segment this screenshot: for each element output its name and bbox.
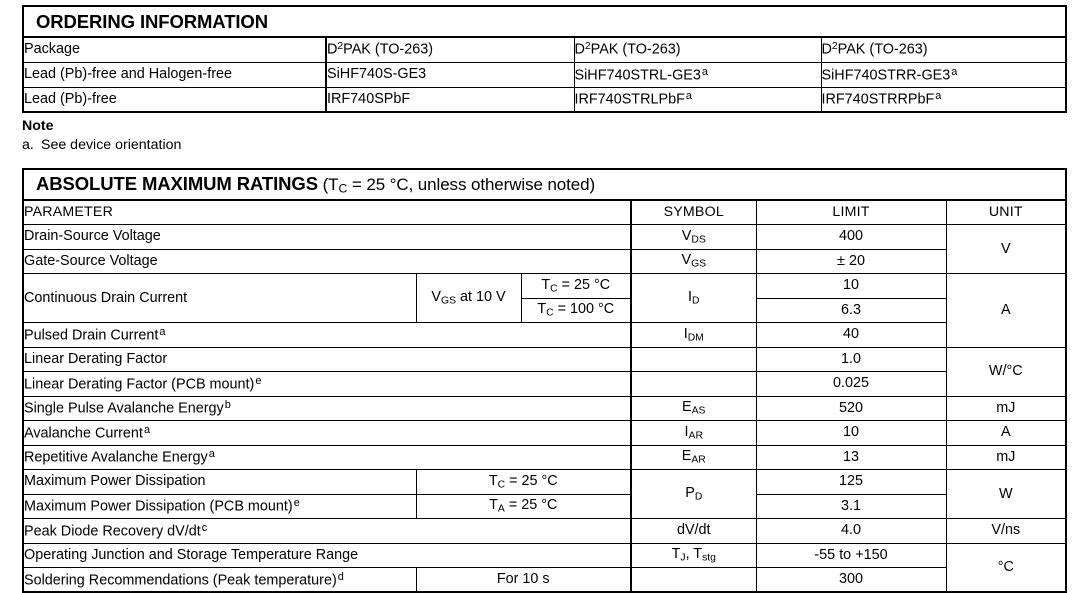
footnote-marker: a: [143, 423, 151, 436]
parameter-name: Continuous Drain Current: [23, 274, 416, 323]
table-row: [23, 87, 1066, 112]
parameter-limit: 520: [756, 396, 946, 421]
parameter-limit: 1.0: [756, 347, 946, 372]
table-row: [23, 543, 1066, 568]
ordering-information-header-row: [23, 6, 1066, 37]
parameter-name: Pulsed Drain Current$^a$: [23, 323, 631, 348]
ordering-row-value-1: SiHF740S-GE3: [326, 62, 574, 87]
footnote-marker: d: [337, 570, 344, 583]
table-row: [23, 347, 1066, 372]
column-header-limit: LIMIT: [756, 200, 946, 225]
absolute-maximum-ratings-table: [22, 168, 1067, 593]
ordering-row-value-2: $D^2PAK$ (TO-263): [574, 37, 821, 62]
parameter-unit: W: [946, 470, 1066, 519]
table-row: [23, 62, 1066, 87]
parameter-name: Maximum Power Dissipation: [23, 470, 416, 495]
parameter-unit: mJ: [946, 445, 1066, 470]
note-title: Note: [22, 118, 54, 134]
note-item: [22, 136, 181, 155]
parameter-limit: 3.1: [756, 494, 946, 519]
parameter-symbol: $P_D$: [631, 470, 756, 519]
parameter-name: Soldering Recommendations (Peak temperature)$^d$: [23, 568, 416, 593]
footnote-marker: a: [951, 65, 958, 78]
parameter-condition: $T_C = 25$ °C: [416, 470, 631, 495]
parameter-name: Single Pulse Avalanche Energy$^b$: [23, 396, 631, 421]
ordering-row-value-2: [574, 87, 821, 112]
parameter-sub-condition: $T_C = 100$ °C: [521, 298, 631, 323]
footnote-marker: e: [293, 497, 300, 510]
ordering-row-value-3: $D^2PAK$ (TO-263): [821, 37, 1066, 62]
table-row: [23, 519, 1066, 544]
parameter-unit: A: [946, 421, 1066, 446]
footnote-marker: a: [935, 90, 942, 103]
parameter-limit: ± 20: [756, 249, 946, 274]
footnote-marker: a: [208, 448, 215, 461]
parameter-limit: 6.3: [756, 298, 946, 323]
footnote-marker: a: [159, 325, 166, 338]
note-marker: a.: [22, 136, 34, 153]
ordering-part-number: IRF740STRRPbF: [821, 91, 935, 108]
footnote-marker: c: [201, 521, 208, 534]
parameter-symbol: $I_D$: [631, 274, 756, 323]
ratings-column-header-row: [23, 200, 1066, 225]
table-row: [23, 470, 1066, 495]
parameter-unit: V/ns: [946, 519, 1066, 544]
ordering-information-title: ORDERING INFORMATION: [23, 6, 1066, 37]
note-text: See device orientation: [41, 136, 182, 153]
ordering-row-value-3: [821, 62, 1066, 87]
parameter-limit: 10: [756, 421, 946, 446]
ordering-row-value-3: [821, 87, 1066, 112]
parameter-name: Linear Derating Factor (PCB mount)$^e$: [23, 372, 631, 397]
parameter-condition: $T_A = 25$ °C: [416, 494, 631, 519]
column-header-parameter: PARAMETER: [23, 200, 631, 225]
parameter-symbol: [631, 372, 756, 397]
parameter-name: Maximum Power Dissipation (PCB mount)$^e$: [23, 494, 416, 519]
ordering-information-table: [22, 5, 1067, 113]
parameter-symbol: $V_{DS}$: [631, 225, 756, 250]
parameter-symbol: $E_{AS}$: [631, 396, 756, 421]
parameter-unit: mJ: [946, 396, 1066, 421]
parameter-name: Peak Diode Recovery dV/dt$^c$: [23, 519, 631, 544]
parameter-unit: A: [946, 274, 1066, 348]
table-row: [23, 323, 1066, 348]
parameter-symbol: $I_{AR}$: [631, 421, 756, 446]
ordering-part-number: SiHF740STRR-GE3: [821, 66, 951, 83]
parameter-symbol: $V_{GS}$: [631, 249, 756, 274]
table-row: [23, 249, 1066, 274]
footnote-marker: a: [685, 90, 692, 103]
ratings-title-text: ABSOLUTE MAXIMUM RATINGS: [36, 173, 318, 195]
ordering-row-label: Package: [23, 37, 326, 62]
parameter-symbol: $T_J$, $T_{stg}$: [631, 543, 756, 568]
parameter-condition: $V_{GS}$ at 10 V: [416, 274, 521, 323]
parameter-unit: W/°C: [946, 347, 1066, 396]
footnote-marker: a: [701, 65, 708, 78]
parameter-condition: For 10 s: [416, 568, 631, 593]
parameter-name: Avalanche Current$^a$: [23, 421, 631, 446]
table-row: [23, 396, 1066, 421]
footnote-marker: b: [224, 399, 231, 412]
absolute-maximum-ratings-header-row: [23, 169, 1066, 200]
ordering-row-label: Lead (Pb)-free: [23, 87, 326, 112]
parameter-name: Repetitive Avalanche Energy$^a$: [23, 445, 631, 470]
ratings-title-condition: ($T_C = 25$ °C, unless otherwise noted): [322, 175, 596, 196]
ordering-part-number: SiHF740STRL-GE3: [574, 66, 701, 83]
ordering-part-number: IRF740STRLPbF: [574, 91, 685, 108]
table-row: [23, 274, 1066, 299]
ordering-row-label: Lead (Pb)-free and Halogen-free: [23, 62, 326, 87]
parameter-limit: 0.025: [756, 372, 946, 397]
parameter-sub-condition: $T_C = 25$ °C: [521, 274, 631, 299]
parameter-name: Gate-Source Voltage: [23, 249, 631, 274]
parameter-symbol: $E_{AR}$: [631, 445, 756, 470]
table-row: [23, 568, 1066, 593]
parameter-limit: 125: [756, 470, 946, 495]
note-block: [22, 117, 181, 154]
ordering-row-value-2: [574, 62, 821, 87]
parameter-limit: 10: [756, 274, 946, 299]
table-row: [23, 494, 1066, 519]
ordering-row-value-1: $D^2PAK$ (TO-263): [326, 37, 574, 62]
parameter-limit: 300: [756, 568, 946, 593]
footnote-marker: e: [255, 374, 262, 387]
parameter-name: Linear Derating Factor: [23, 347, 631, 372]
table-row: [23, 445, 1066, 470]
parameter-limit: 13: [756, 445, 946, 470]
absolute-maximum-ratings-title: [23, 169, 1066, 200]
parameter-limit: 4.0: [756, 519, 946, 544]
parameter-symbol: $I_{DM}$: [631, 323, 756, 348]
parameter-limit: -55 to +150: [756, 543, 946, 568]
parameter-unit: V: [946, 225, 1066, 274]
parameter-limit: 40: [756, 323, 946, 348]
parameter-symbol: [631, 568, 756, 593]
parameter-name: Drain-Source Voltage: [23, 225, 631, 250]
parameter-symbol: dV/dt: [631, 519, 756, 544]
parameter-name: Operating Junction and Storage Temperature Range: [23, 543, 631, 568]
parameter-symbol: [631, 347, 756, 372]
column-header-unit: UNIT: [946, 200, 1066, 225]
parameter-unit: °C: [946, 543, 1066, 592]
parameter-limit: 400: [756, 225, 946, 250]
table-row: [23, 37, 1066, 62]
ordering-row-value-1: IRF740SPbF: [326, 87, 574, 112]
table-row: [23, 372, 1066, 397]
table-row: [23, 225, 1066, 250]
table-row: [23, 421, 1066, 446]
column-header-symbol: SYMBOL: [631, 200, 756, 225]
